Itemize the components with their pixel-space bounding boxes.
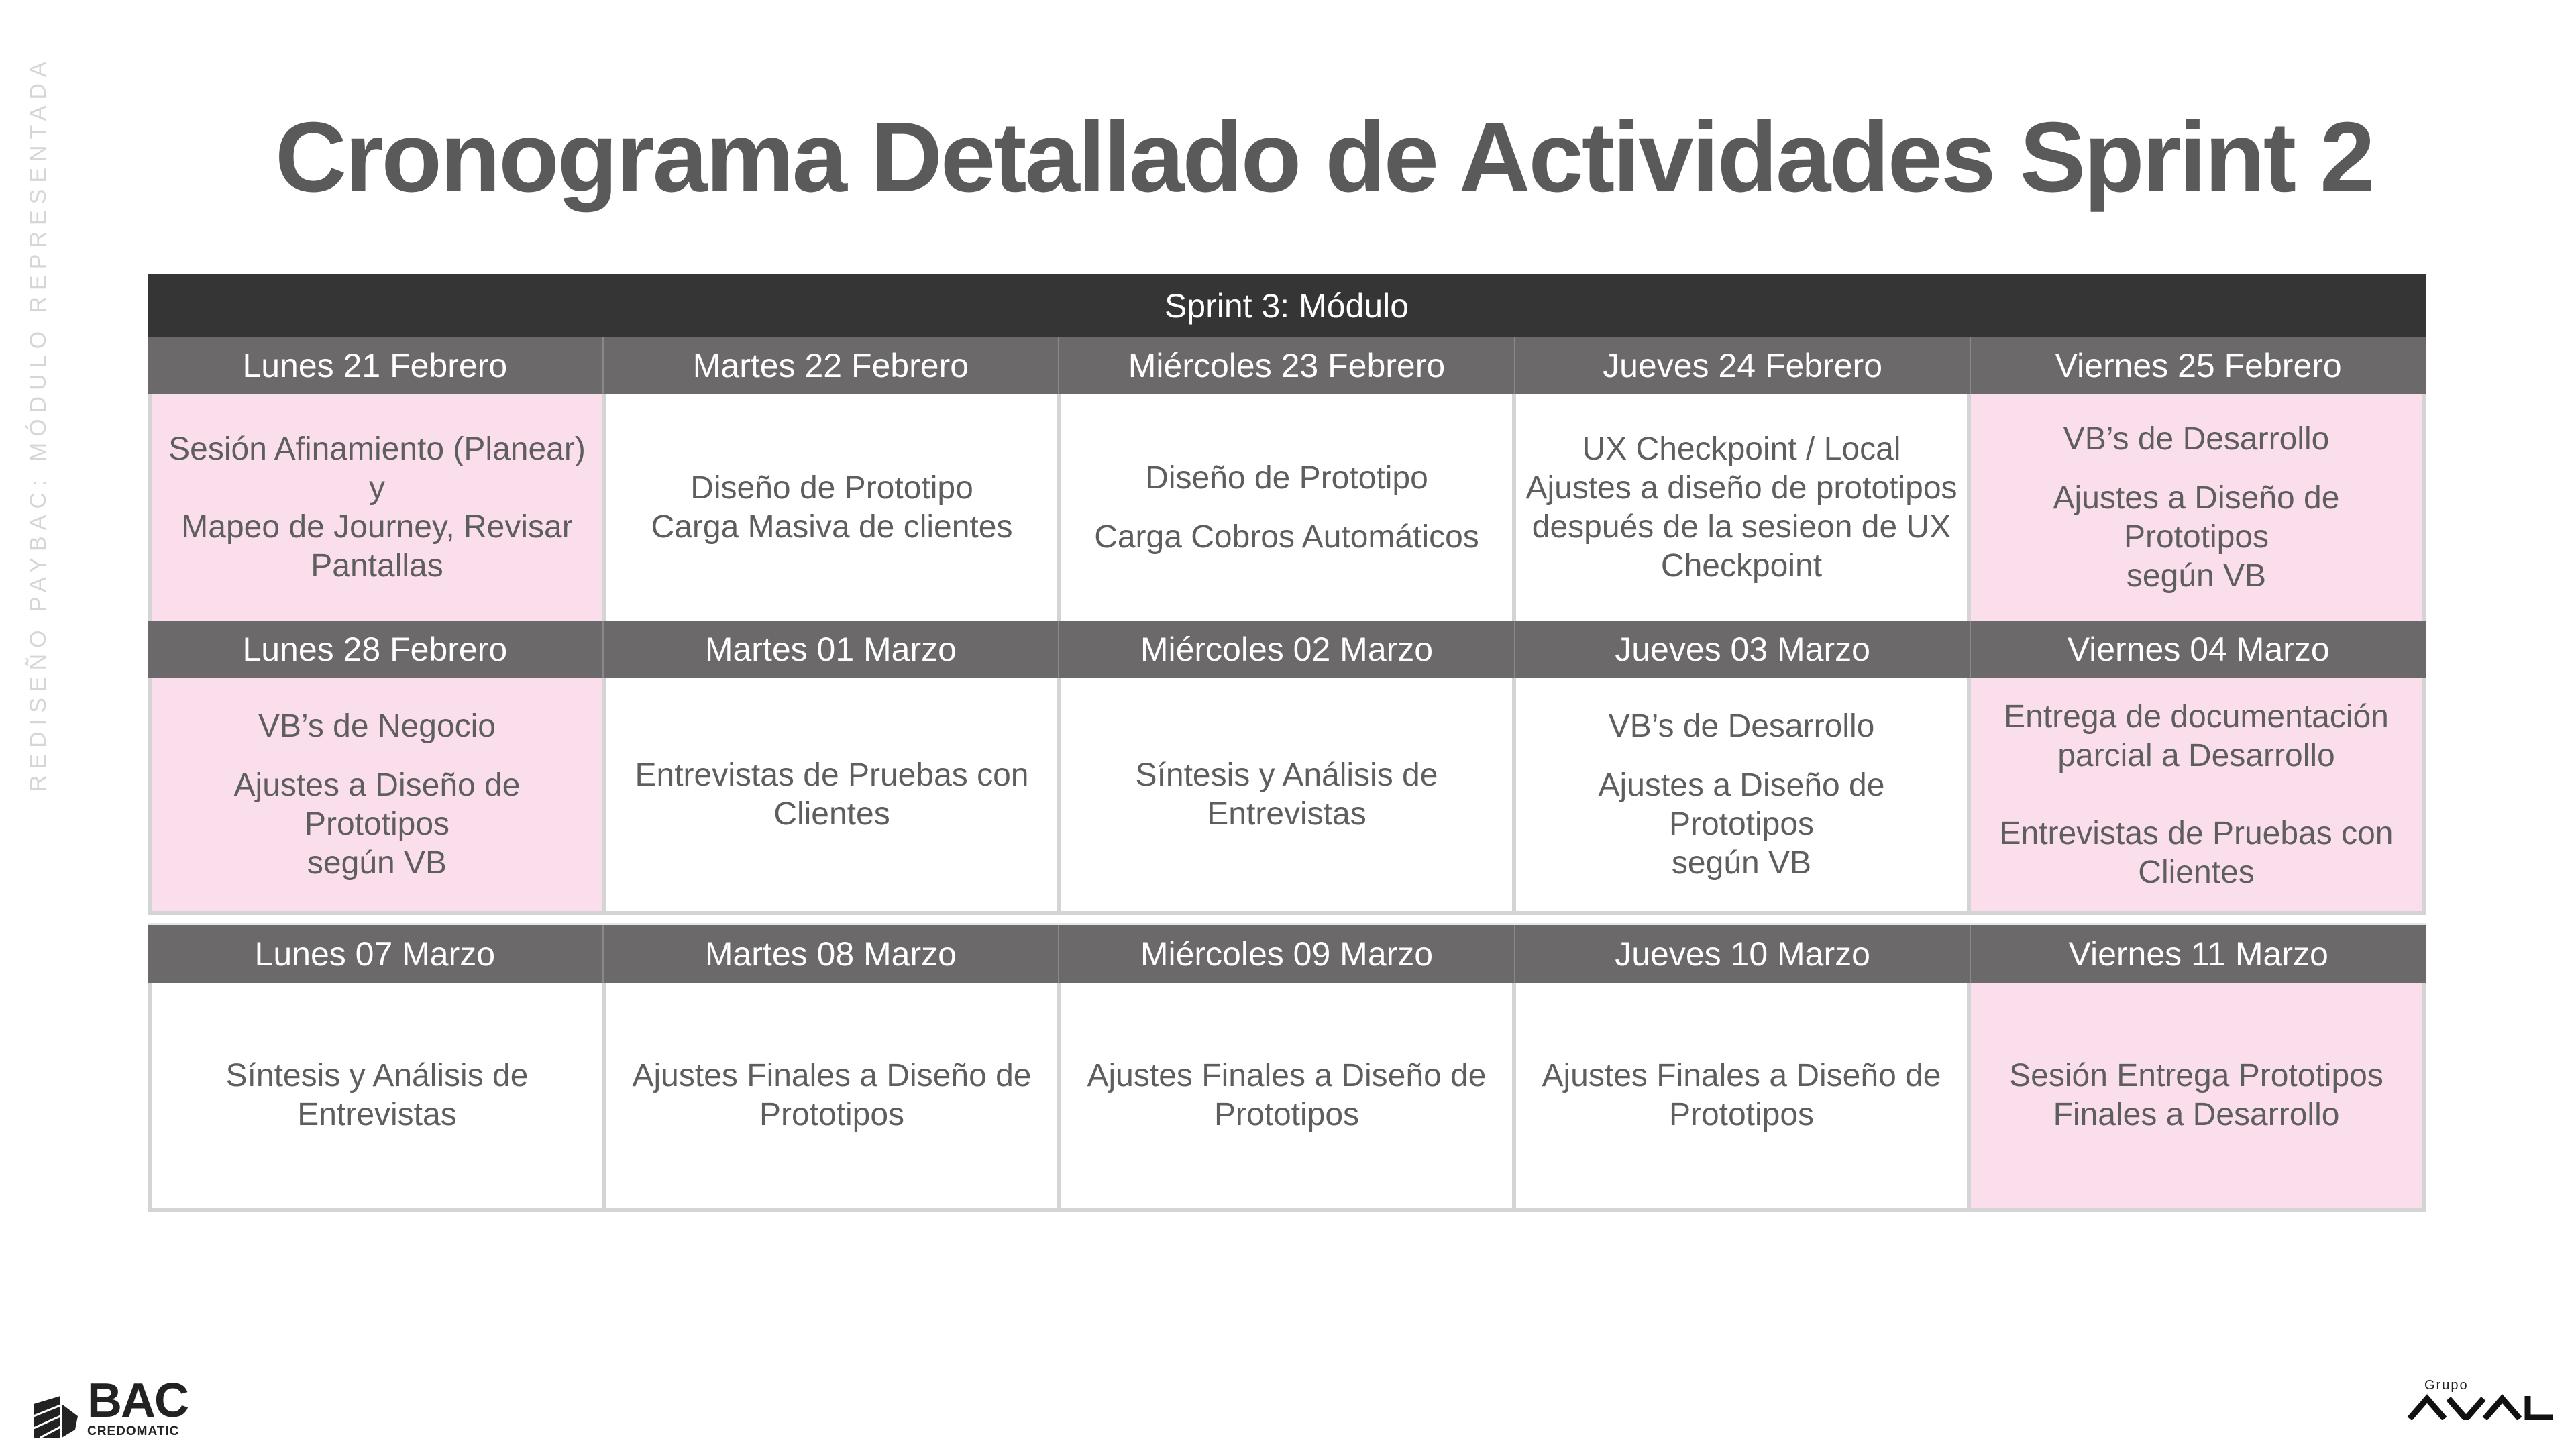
aval-logo-icon bbox=[2407, 1393, 2555, 1420]
day-header: Viernes 11 Marzo bbox=[1971, 925, 2426, 983]
activity-text: Ajustes a Diseño de Prototipos bbox=[1598, 767, 1885, 842]
activity-cell bbox=[152, 678, 606, 911]
activity-text: Carga Masiva de clientes bbox=[651, 508, 1013, 545]
week-separator bbox=[148, 911, 2426, 925]
activity-cell bbox=[606, 394, 1061, 621]
week-block bbox=[148, 621, 2426, 911]
day-header-row bbox=[148, 925, 2426, 983]
activity-text: según VB bbox=[307, 845, 447, 881]
activity-text: Entrega de documentación bbox=[2004, 698, 2389, 735]
activity-text: Sesión Afinamiento (Planear) y bbox=[168, 431, 586, 506]
bac-logo-icon bbox=[34, 1396, 79, 1438]
weeks-container bbox=[148, 337, 2426, 1212]
week-block bbox=[148, 337, 2426, 621]
activity-text: Diseño de Prototipo bbox=[690, 470, 973, 506]
activity-text: Mapeo de Journey, Revisar bbox=[181, 508, 573, 545]
activity-cell bbox=[152, 394, 606, 621]
table-bottom-border bbox=[148, 1208, 2426, 1212]
activity-text: Pantallas bbox=[311, 547, 443, 584]
activity-text: Carga Cobros Automáticos bbox=[1094, 519, 1479, 555]
activity-cell bbox=[606, 678, 1061, 911]
day-header: Martes 22 Febrero bbox=[604, 337, 1060, 394]
schedule-table bbox=[148, 274, 2426, 1212]
activity-text: Prototipos bbox=[1214, 1096, 1360, 1132]
activity-text: Síntesis y Análisis de bbox=[225, 1057, 529, 1093]
activity-text: Ajustes Finales a Diseño de bbox=[1542, 1057, 1941, 1093]
activity-cell bbox=[606, 983, 1061, 1208]
day-header: Viernes 25 Febrero bbox=[1971, 337, 2426, 394]
activity-text: Checkpoint bbox=[1660, 547, 1823, 584]
day-header: Jueves 10 Marzo bbox=[1515, 925, 1972, 983]
day-header: Lunes 21 Febrero bbox=[148, 337, 604, 394]
activity-text: Ajustes a diseño de prototipos bbox=[1525, 470, 1957, 506]
activity-text: Finales a Desarrollo bbox=[2053, 1096, 2340, 1132]
activity-text: Ajustes Finales a Diseño de bbox=[1087, 1057, 1487, 1093]
day-header-row bbox=[148, 621, 2426, 678]
sprint-header: Sprint 3: Módulo bbox=[148, 274, 2426, 337]
activity-text: UX Checkpoint / Local bbox=[1582, 431, 1901, 467]
day-header: Jueves 03 Marzo bbox=[1515, 621, 1972, 678]
credomatic-logo-text: CREDOMATIC bbox=[87, 1424, 180, 1438]
activity-text: Entrevistas bbox=[1207, 796, 1366, 832]
activity-cell bbox=[1971, 983, 2422, 1208]
activity-cell bbox=[1516, 678, 1971, 911]
bac-logo-text: BAC bbox=[87, 1374, 188, 1428]
day-header-row bbox=[148, 337, 2426, 394]
day-header: Martes 08 Marzo bbox=[604, 925, 1060, 983]
day-header: Lunes 07 Marzo bbox=[148, 925, 604, 983]
activity-text: Clientes bbox=[773, 796, 890, 832]
activity-text: parcial a Desarrollo bbox=[2057, 737, 2335, 773]
activity-cell bbox=[1516, 394, 1971, 621]
day-header: Jueves 24 Febrero bbox=[1515, 337, 1972, 394]
activity-text: VB’s de Desarrollo bbox=[1608, 708, 1875, 744]
activity-text: Entrevistas de Pruebas con bbox=[635, 757, 1029, 793]
activity-text: Entrevistas de Pruebas con bbox=[1999, 815, 2394, 851]
side-vertical-label: REDISEÑO PAYBAC: MÓDULO REPRESENTADA bbox=[25, 56, 51, 792]
activity-cell bbox=[1061, 678, 1516, 911]
activity-cell bbox=[1971, 394, 2422, 621]
day-header: Miércoles 09 Marzo bbox=[1059, 925, 1515, 983]
activity-text: Ajustes Finales a Diseño de bbox=[632, 1057, 1032, 1093]
activity-cell bbox=[1061, 394, 1516, 621]
activity-text: después de la sesieon de UX bbox=[1532, 508, 1951, 545]
day-header: Miércoles 23 Febrero bbox=[1059, 337, 1515, 394]
activity-cell bbox=[1971, 678, 2422, 911]
activity-text: según VB bbox=[2126, 557, 2267, 594]
activity-row bbox=[148, 394, 2426, 621]
activity-text: Ajustes a Diseño de Prototipos bbox=[233, 767, 521, 842]
activity-text: según VB bbox=[1671, 845, 1812, 881]
day-header: Viernes 04 Marzo bbox=[1971, 621, 2426, 678]
activity-text: Prototipos bbox=[1668, 1096, 1815, 1132]
activity-text: VB’s de Desarrollo bbox=[2063, 421, 2330, 457]
bac-credomatic-logo bbox=[34, 1374, 188, 1438]
day-header: Miércoles 02 Marzo bbox=[1059, 621, 1515, 678]
activity-cell bbox=[152, 983, 606, 1208]
activity-text: Entrevistas bbox=[297, 1096, 457, 1132]
activity-text: VB’s de Negocio bbox=[258, 708, 496, 744]
activity-cell bbox=[1061, 983, 1516, 1208]
activity-text: Sesión Entrega Prototipos bbox=[2009, 1057, 2383, 1093]
activity-cell bbox=[1516, 983, 1971, 1208]
activity-text: Ajustes a Diseño de Prototipos bbox=[2053, 480, 2340, 555]
day-header: Martes 01 Marzo bbox=[604, 621, 1060, 678]
grupo-logo-text: Grupo bbox=[2424, 1378, 2469, 1393]
activity-text: Síntesis y Análisis de bbox=[1135, 757, 1438, 793]
activity-text: Prototipos bbox=[759, 1096, 905, 1132]
activity-text: Diseño de Prototipo bbox=[1145, 460, 1428, 496]
activity-row bbox=[148, 678, 2426, 911]
grupo-aval-logo bbox=[2407, 1378, 2568, 1424]
page-title: Cronograma Detallado de Actividades Sprint 2 bbox=[275, 102, 2373, 213]
activity-text: Clientes bbox=[2138, 854, 2255, 890]
week-block bbox=[148, 925, 2426, 1208]
activity-row bbox=[148, 983, 2426, 1208]
day-header: Lunes 28 Febrero bbox=[148, 621, 604, 678]
